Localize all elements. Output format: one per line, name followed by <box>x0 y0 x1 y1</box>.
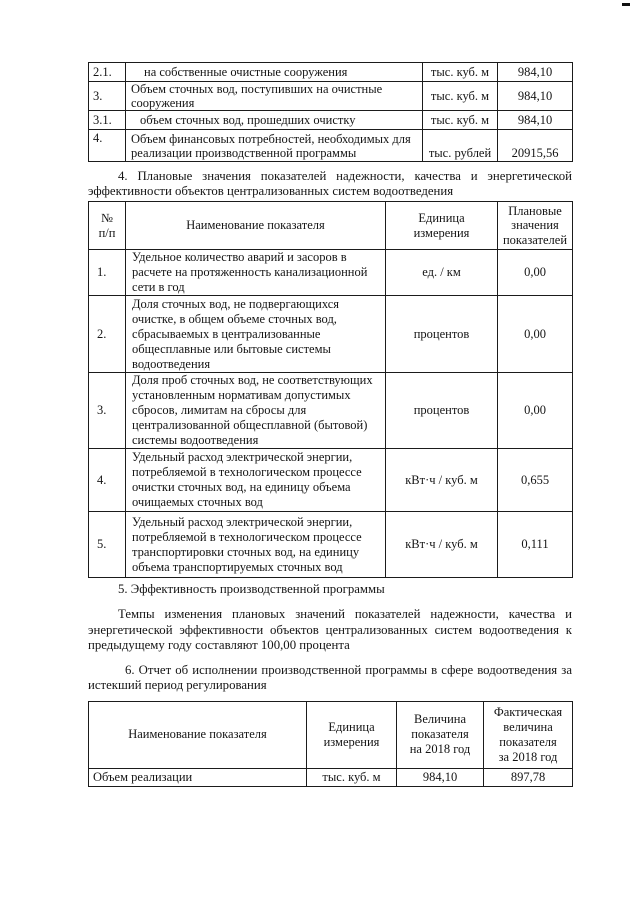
table-row <box>89 63 573 82</box>
indicator-value: 0,00 <box>498 373 573 449</box>
unit-of-measure: тыс. куб. м <box>423 111 498 130</box>
header-number: № п/п <box>98 211 116 240</box>
indicator-value: 0,00 <box>498 250 573 296</box>
table-body <box>89 63 573 162</box>
header-indicator-name: Наименование показателя <box>126 202 386 250</box>
table-row <box>89 82 573 111</box>
indicator-value: 984,10 <box>498 111 573 130</box>
section-5-heading: 5. Эффективность производственной программы <box>118 582 385 596</box>
actual-value: 897,78 <box>484 768 573 786</box>
indicator-name: Доля проб сточных вод, не соответствующих установленным нормативам допустимых сбросов, лимитам на сбросы для централизованной общесплавной (бытовой) системы водоотведения <box>126 373 386 449</box>
table-row <box>89 512 573 578</box>
indicator-value: 0,00 <box>498 296 573 373</box>
table-body <box>89 202 573 578</box>
indicator-name: Удельный расход электрической энергии, потребляемой в технологическом процессе очистки сточных вод, на единицу объема очищаемых сточных вод <box>126 449 386 512</box>
table-row <box>89 296 573 373</box>
scan-mark <box>622 3 630 6</box>
table-header-row <box>89 202 573 250</box>
unit-of-measure: тыс. куб. м <box>307 768 397 786</box>
header-planned-value: Величина показателя на 2018 год <box>397 701 484 768</box>
section-4-heading: 4. Плановые значения показателей надежности, качества и энергетической эффективности объектов централизованных систем водоотведения <box>88 169 572 198</box>
header-unit: Единица измерения <box>307 701 397 768</box>
row-number: 1. <box>89 250 126 296</box>
header-planned-value: Плановые значения показателей <box>498 202 573 250</box>
indicator-name: Объем сточных вод, поступивших на очистные сооружения <box>126 82 423 111</box>
table-row <box>89 373 573 449</box>
table-header-row <box>89 701 573 768</box>
row-number: 3. <box>89 373 126 449</box>
planned-value: 984,10 <box>397 768 484 786</box>
header-unit: Единица измерения <box>386 202 498 250</box>
planned-indicators-table <box>88 201 573 578</box>
table-row <box>89 250 573 296</box>
table-row <box>89 130 573 162</box>
table-row <box>89 768 573 786</box>
row-number: 2.1. <box>89 63 126 82</box>
row-number: 4. <box>89 449 126 512</box>
indicator-value: 984,10 <box>498 63 573 82</box>
document-content <box>88 62 572 787</box>
header-indicator-name: Наименование показателя <box>89 701 307 768</box>
row-number: 3. <box>89 82 126 111</box>
unit-of-measure: кВт·ч / куб. м <box>386 512 498 578</box>
indicator-value: 0,655 <box>498 449 573 512</box>
header-actual-value: Фактическая величина показателя за 2018 год <box>484 701 573 768</box>
indicator-name: Удельный расход электрической энергии, потребляемой в технологическом процессе транспортировки сточных вод, на единицу объема транспортируемых сточных вод <box>126 512 386 578</box>
row-number: 3.1. <box>89 111 126 130</box>
unit-of-measure: тыс. куб. м <box>423 82 498 111</box>
unit-of-measure: тыс. рублей <box>423 130 498 162</box>
row-number: 2. <box>89 296 126 373</box>
indicator-name: Объем финансовых потребностей, необходимых для реализации производственной программы <box>126 130 423 162</box>
indicator-value: 20915,56 <box>498 130 573 162</box>
unit-of-measure: процентов <box>386 296 498 373</box>
indicator-name: объем сточных вод, прошедших очистку <box>126 111 423 130</box>
program-report-table <box>88 701 573 787</box>
indicator-value: 984,10 <box>498 82 573 111</box>
header-number-cell <box>89 202 126 250</box>
wastewater-volume-table <box>88 62 573 162</box>
section-5-text: Темпы изменения плановых значений показателей надежности, качества и энергетической эффективности объектов централизованных систем водоотведения к предыдущему году составляют 100,00 процента <box>88 607 572 652</box>
indicator-value: 0,111 <box>498 512 573 578</box>
unit-of-measure: процентов <box>386 373 498 449</box>
indicator-name: Объем реализации <box>89 768 307 786</box>
indicator-name: Удельное количество аварий и засоров в расчете на протяженность канализационной сети в год <box>126 250 386 296</box>
indicator-name: на собственные очистные сооружения <box>126 63 423 82</box>
unit-of-measure: тыс. куб. м <box>423 63 498 82</box>
section-6-heading: 6. Отчет об исполнении производственной программы в сфере водоотведения за истекший период регулирования <box>88 662 572 692</box>
table-row <box>89 111 573 130</box>
unit-of-measure: ед. / км <box>386 250 498 296</box>
row-number: 5. <box>89 512 126 578</box>
table-body <box>89 701 573 786</box>
table-row <box>89 449 573 512</box>
unit-of-measure: кВт·ч / куб. м <box>386 449 498 512</box>
indicator-name: Доля сточных вод, не подвергающихся очистке, в общем объеме сточных вод, сбрасываемых в централизованные общесплавные или бытовые системы водоотведения <box>126 296 386 373</box>
row-number: 4. <box>89 130 126 162</box>
